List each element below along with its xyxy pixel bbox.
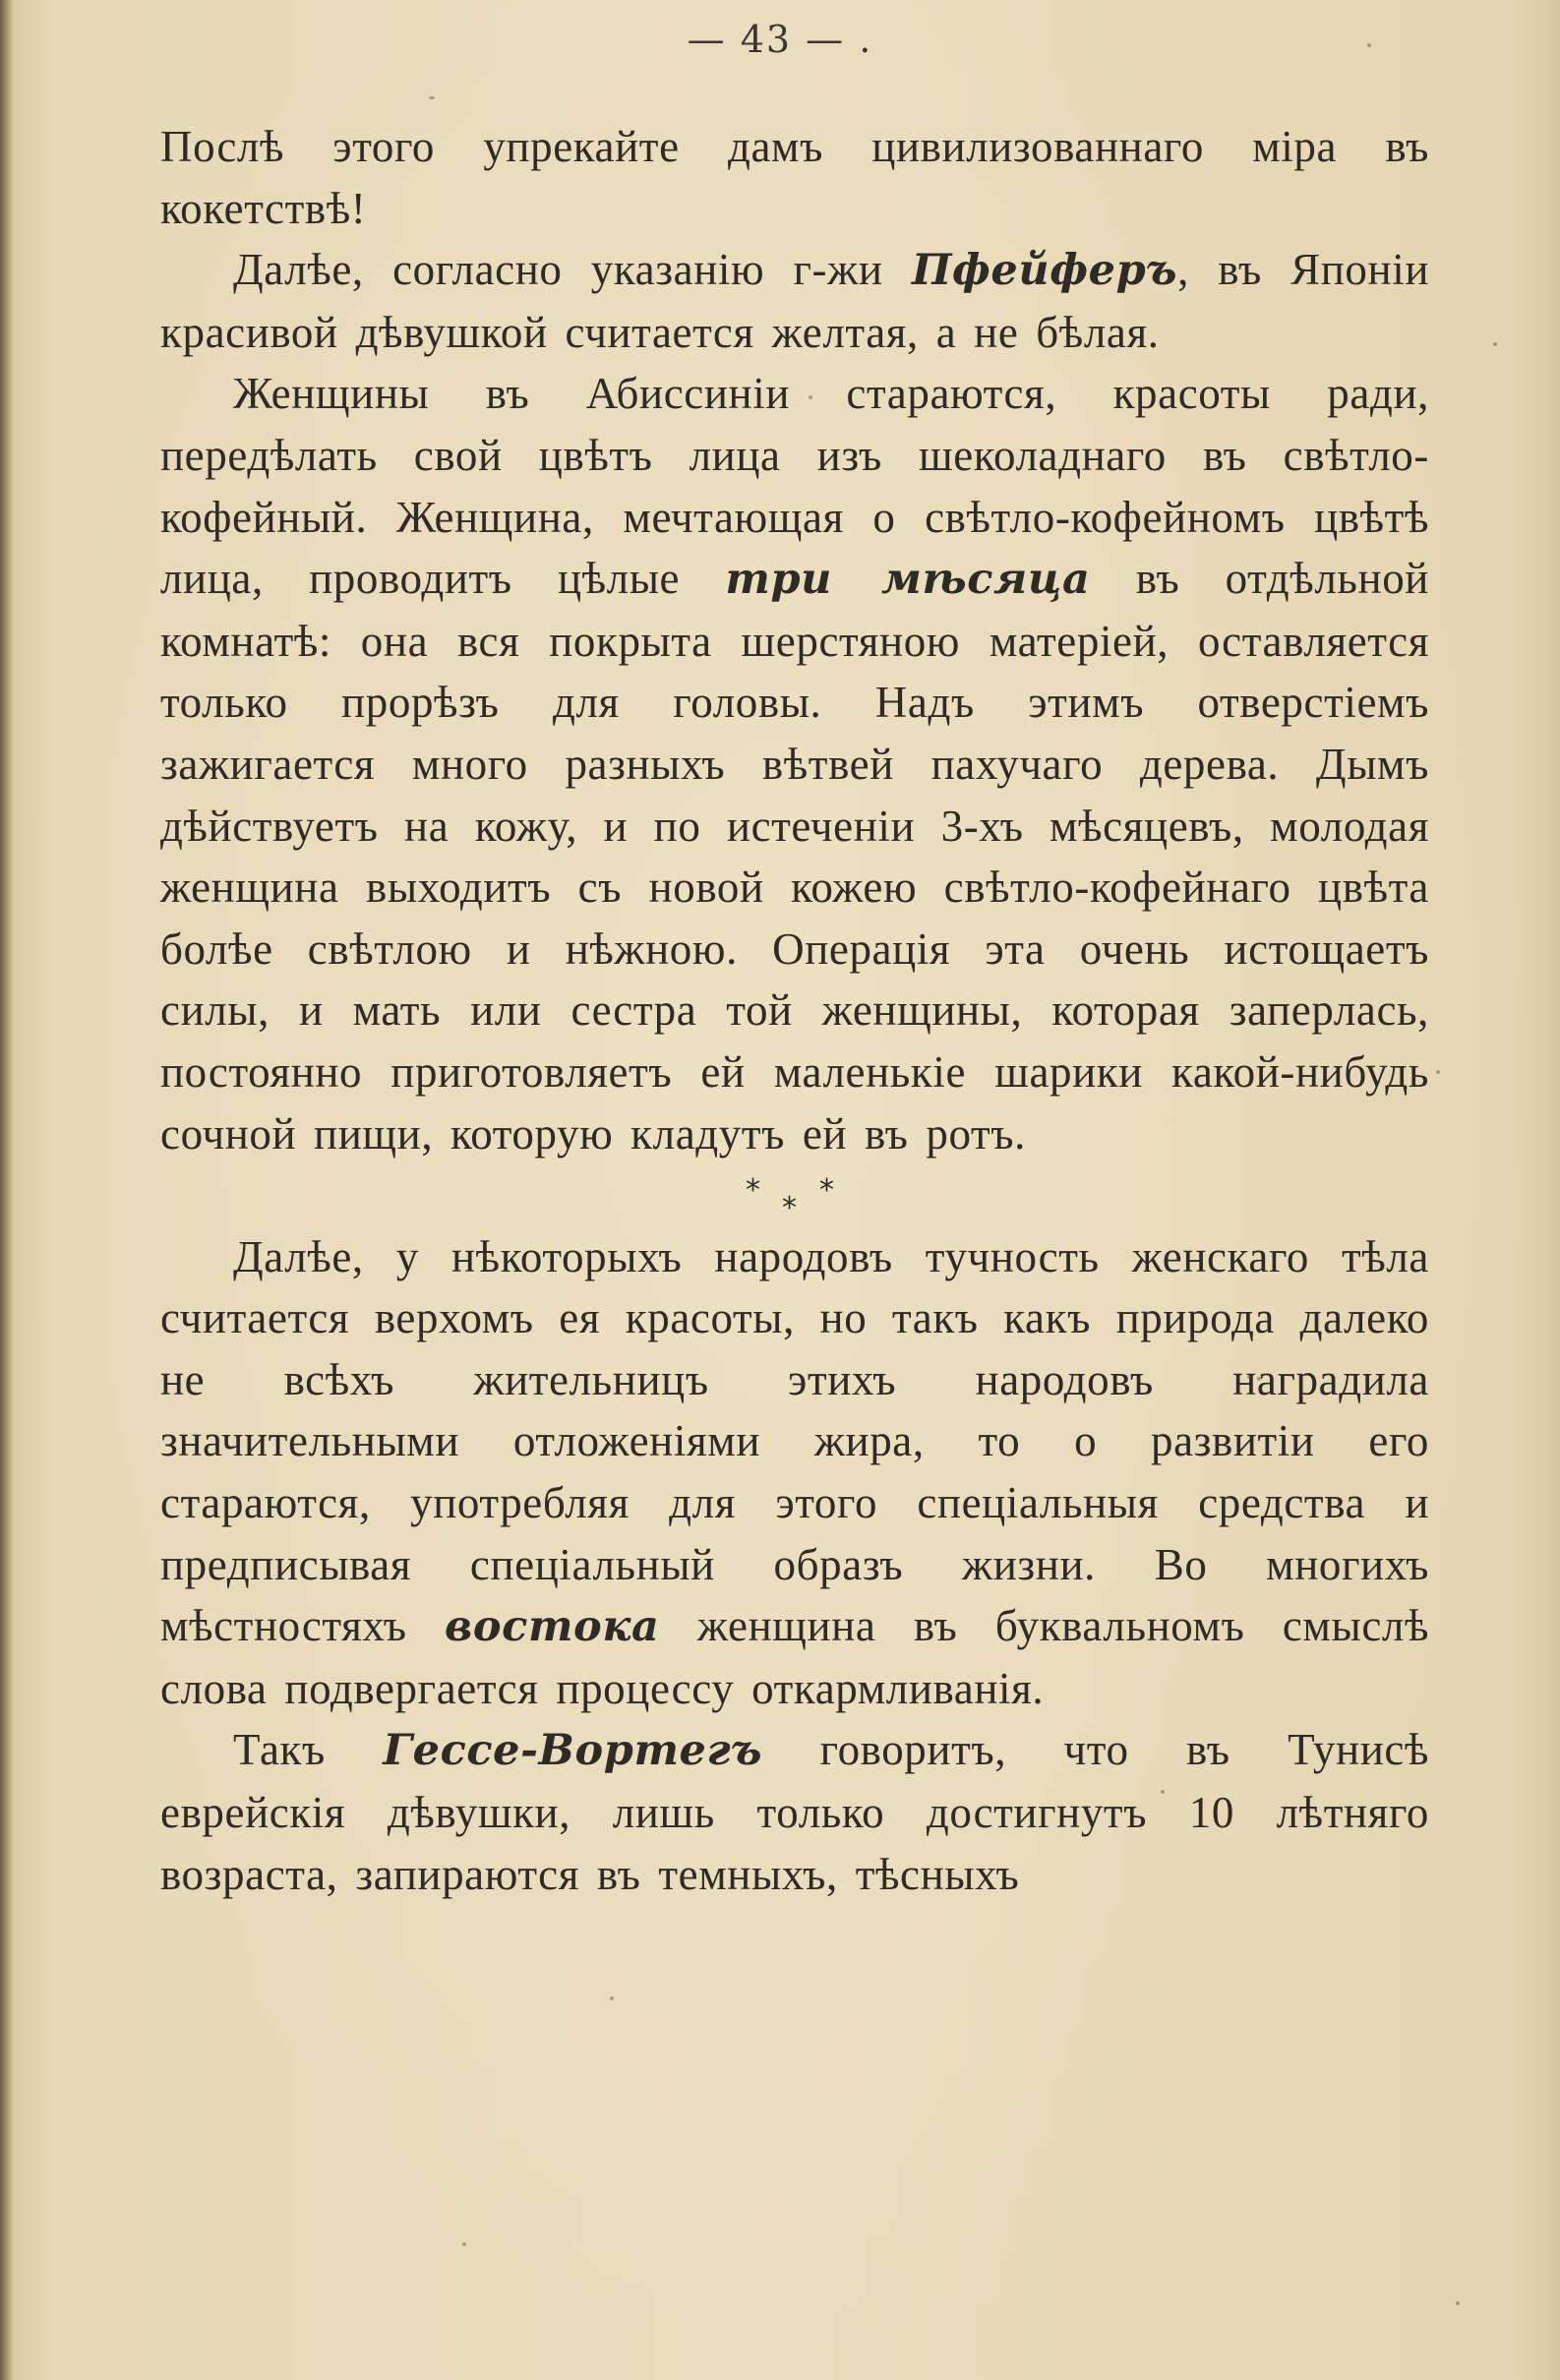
- paper-speck: [429, 96, 435, 99]
- separator-asterisk: *: [746, 1173, 761, 1209]
- text-segment: Далѣе, согласно указанію г-жи: [233, 245, 912, 295]
- paragraph-p5: [160, 1719, 1429, 1905]
- paper-speck: [1257, 1377, 1261, 1381]
- paper-speck: [1247, 1375, 1251, 1379]
- text-segment: Далѣе, у нѣкоторыхъ народовъ тучность женскаго тѣла считается верхомъ ея красоты, но такъ какъ природа далеко не всѣхъ жительницъ этихъ народовъ наградила значительными отложеніями жира, то о развитіи его стараются, употребляя для этого спеціальныя средства и предписывая спеціальный образъ жизни. Во многихъ мѣстностяхъ: [160, 1231, 1429, 1651]
- text-segment: говоритъ, что въ Тунисѣ еврейскія дѣвушки, лишь только достигнутъ 10 лѣтняго возраста, запираются въ темныхъ, тѣсныхъ: [160, 1725, 1429, 1899]
- emphasized-name: Пфейферъ: [911, 246, 1178, 296]
- paper-speck: [1367, 43, 1371, 47]
- paragraph-p3: [160, 363, 1429, 1164]
- paper-speck: [1161, 1790, 1165, 1794]
- paper-speck: [610, 1996, 614, 2000]
- book-spine-shadow: [0, 0, 14, 2380]
- paragraph-p4: [160, 1226, 1429, 1720]
- separator-asterisk: *: [782, 1191, 798, 1226]
- emphasized-name: Гессе-Вортегъ: [383, 1726, 763, 1776]
- paragraph-p2: [160, 239, 1429, 363]
- paragraph-p1: [160, 116, 1429, 239]
- emphasized-name: три мѣсяца: [725, 555, 1091, 605]
- text-segment: женщина въ буквальномъ смыслѣ слова подвергается процессу откармливанія.: [160, 1601, 1429, 1713]
- page-body-text: [160, 116, 1429, 1905]
- text-segment: въ отдѣльной комнатѣ: она вся покрыта шерстяною матеріей, оставляется только прорѣзъ для головы. Надъ этимъ отверстіемъ зажигается много разныхъ вѣтвей пахучаго дерева. Дымъ дѣйствуетъ на кожу, и по истеченіи 3-хъ мѣсяцевъ, молодая женщина выходитъ съ новой кожею свѣтло-кофейнаго цвѣта болѣе свѣтлою и нѣжною. Операція эта очень истощаетъ силы, и мать или сестра той женщины, которая заперлась, постоянно приготовляетъ ей маленькіе шарики какой-нибудь сочной пищи, которую кладутъ ей въ ротъ.: [160, 554, 1429, 1159]
- text-segment: , въ Японіи красивой дѣвушкой считается желтая, а не бѣлая.: [160, 245, 1430, 357]
- separator-text: [160, 1164, 161, 1165]
- section-separator: [160, 1164, 1429, 1226]
- text-segment: Послѣ этого упрекайте дамъ цивилизованнаго міра въ кокетствѣ!: [160, 122, 1429, 233]
- text-segment: Такъ: [233, 1725, 384, 1775]
- separator-asterisk: *: [819, 1173, 835, 1209]
- paper-speck: [1493, 342, 1497, 346]
- paper-speck: [1436, 1070, 1440, 1074]
- paper-speck: [462, 2242, 466, 2246]
- paper-speck: [1456, 2301, 1460, 2305]
- text-segment: Женщины въ Абиссиніи стараются, красоты ради, передѣлать свой цвѣтъ лица изъ шеколаднаго въ свѣтло-кофейный. Женщина, мечтающая о свѣтло-кофейномъ цвѣтѣ лица, проводитъ цѣлые: [160, 369, 1429, 604]
- paper-speck: [809, 395, 812, 399]
- emphasized-name: востока: [445, 1602, 660, 1652]
- page-number: — 43 — .: [687, 18, 873, 61]
